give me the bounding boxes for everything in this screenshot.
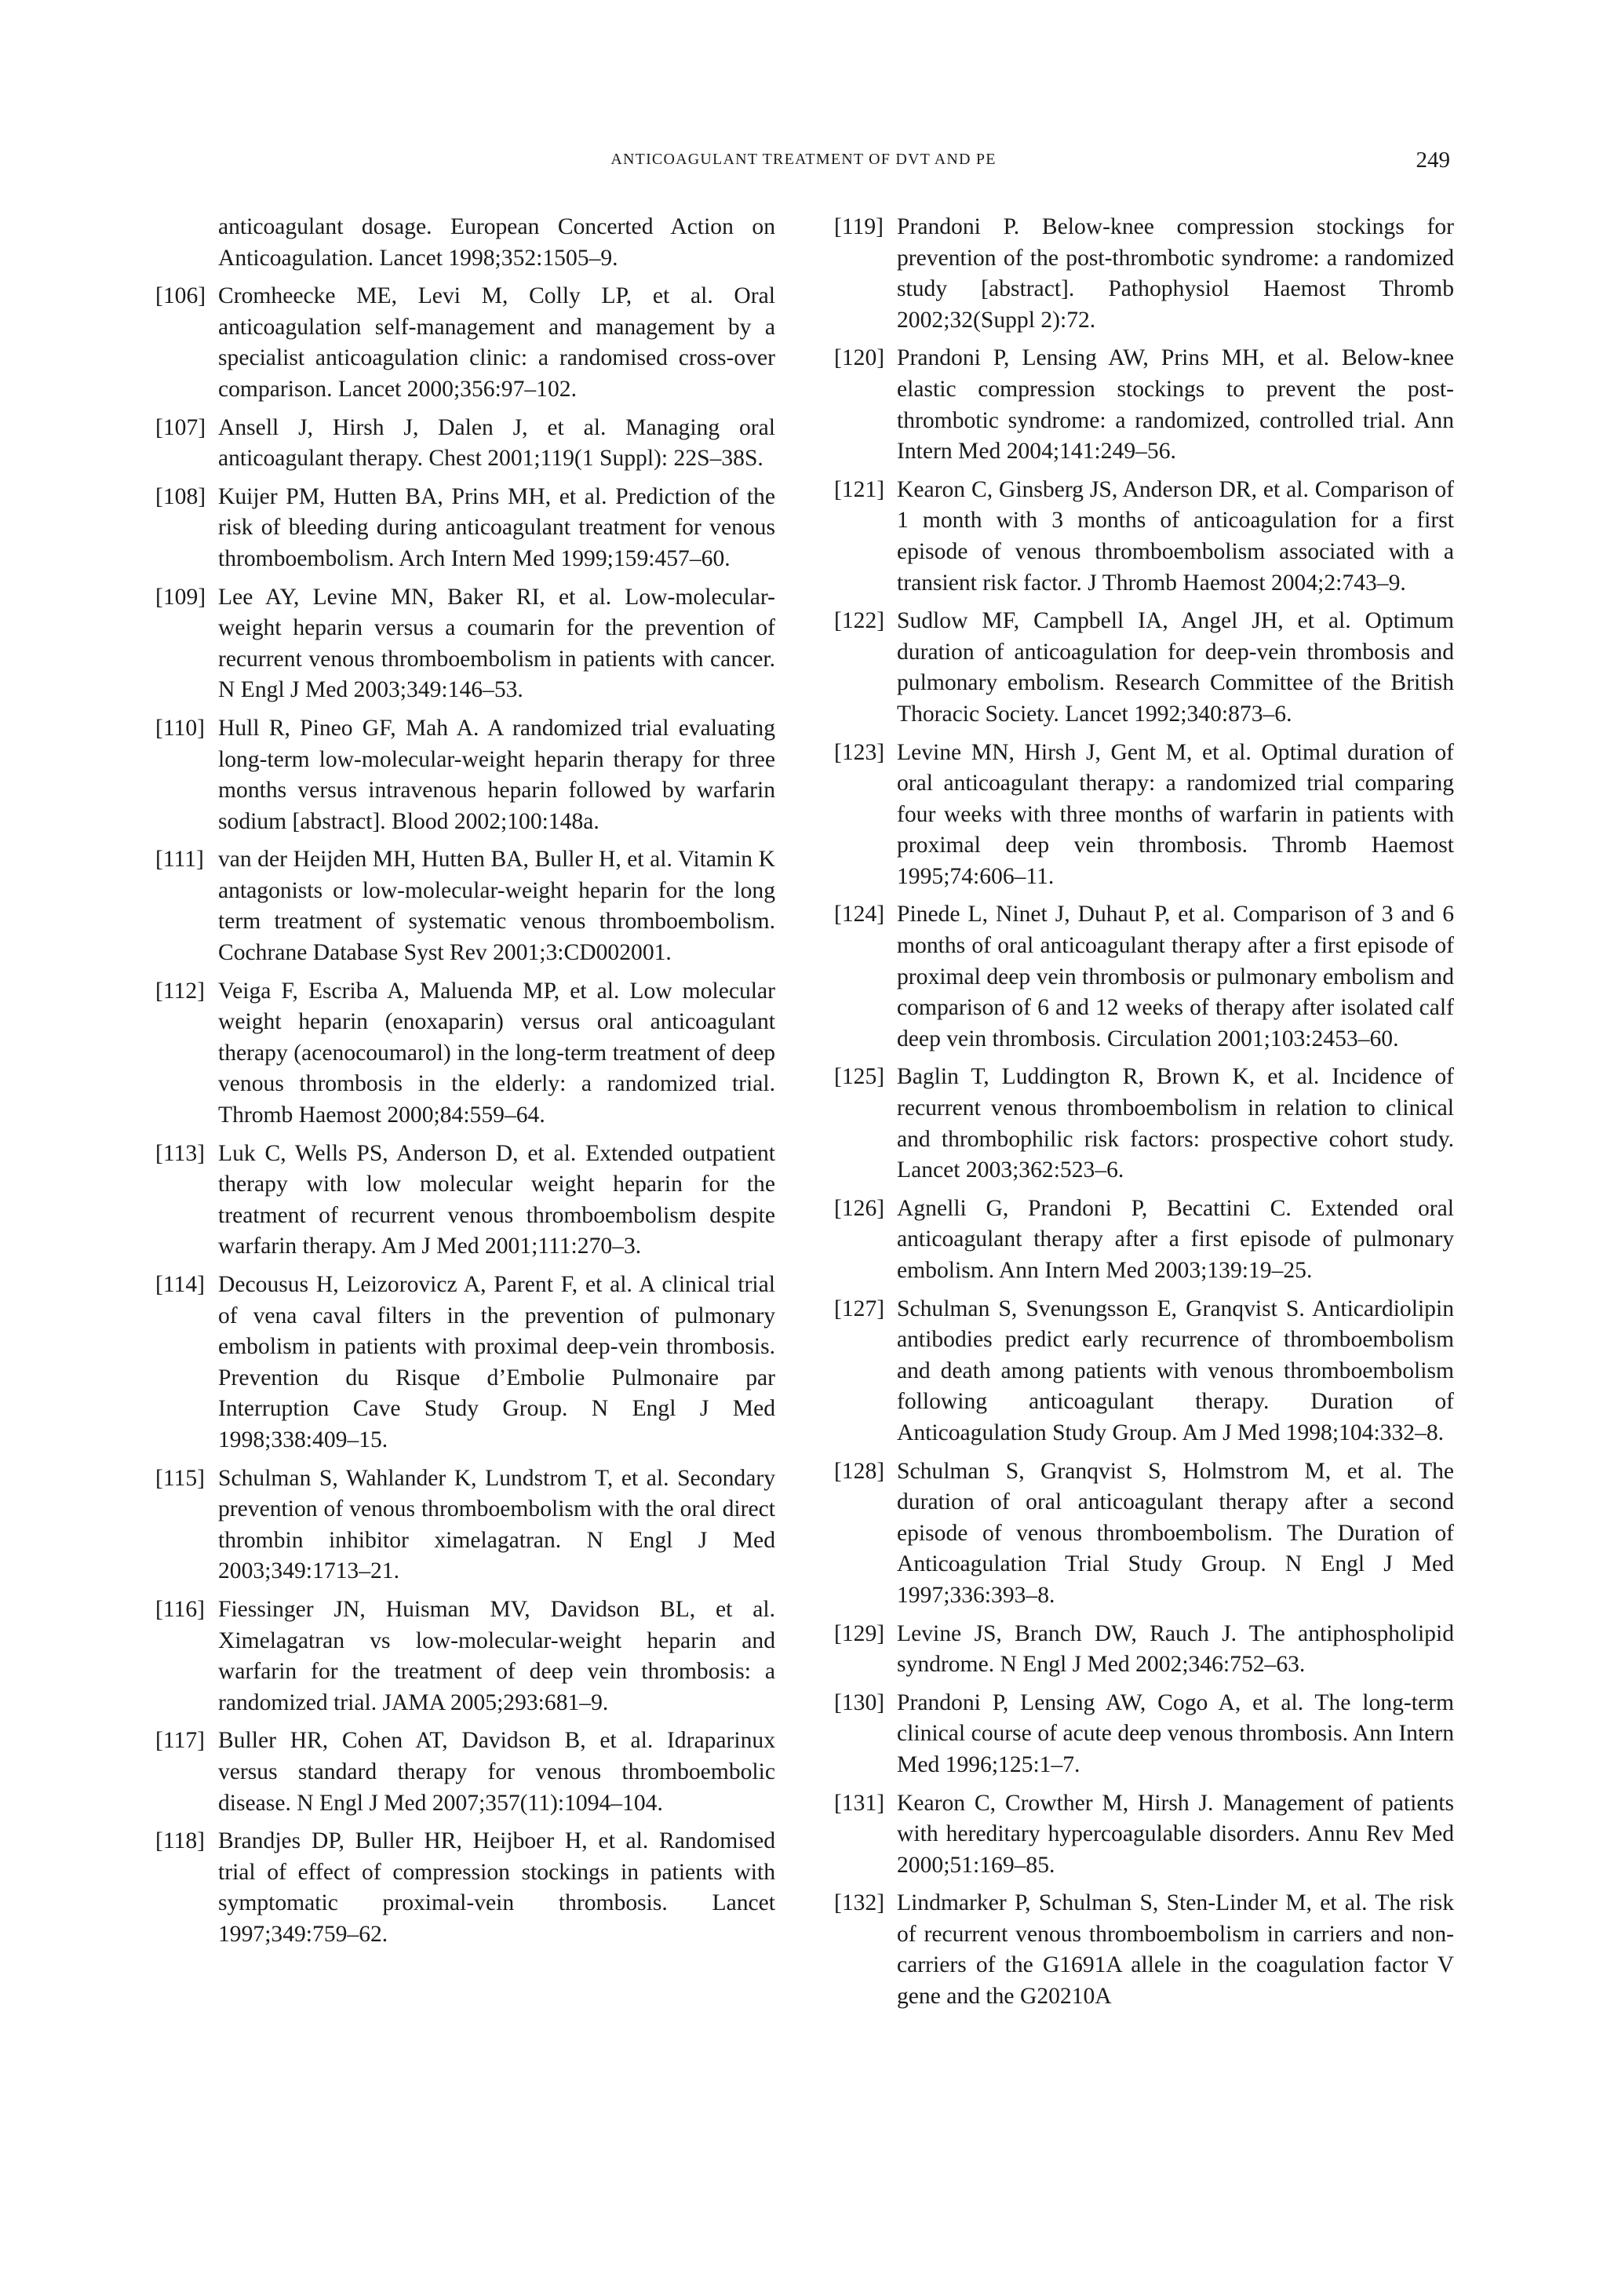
reference-number: [119] [834,214,884,239]
reference-text: Cromheecke ME, Levi M, Colly LP, et al. Oral anticoagulation self-management and management by a specialist anticoagulation clinic: a randomised cross-over comparison. Lancet 2000;356:97–102. [218,283,775,402]
reference-text: Ansell J, Hirsh J, Dalen J, et al. Managing oral anticoagulant therapy. Chest 2001;119(1 Suppl): 22S–38S. [218,414,775,472]
reference-number: [128] [834,1458,885,1484]
reference-text: Brandjes DP, Buller HR, Heijboer H, et al. Randomised trial of effect of compression stockings in patients with symptomatic proximal-vein thrombosis. Lancet 1997;349:759–62. [218,1828,775,1947]
reference-item [155,844,775,968]
reference-item [834,1688,1454,1781]
reference-item [834,1788,1454,1882]
reference-text: Levine JS, Branch DW, Rauch J. The antiphospholipid syndrome. N Engl J Med 2002;346:752–63. [897,1620,1454,1678]
reference-item [155,1726,775,1819]
reference-item [834,343,1454,467]
reference-number: [123] [834,739,885,765]
reference-item [155,482,775,575]
reference-item [155,976,775,1132]
reference-text: Decousus H, Leizorovicz A, Parent F, et al. A clinical trial of vena caval filters in the prevention of pulmonary embolism in patients with proximal deep-vein thrombosis. Prevention du Risque d’Embolie Pulmonaire par Interruption Cave Study Group. N Engl J Med 1998;338:409–15. [218,1272,775,1452]
reference-text: Fiessinger JN, Huisman MV, Davidson BL, et al. Ximelagatran vs low-molecular-weight heparin and warfarin for the treatment of deep vein thrombosis: a randomized trial. JAMA 2005;293:681–9. [218,1596,775,1715]
reference-text: Veiga F, Escriba A, Maluenda MP, et al. Low molecular weight heparin (enoxaparin) versus oral anticoagulant therapy (acenocoumarol) in the long-term treatment of deep venous thrombosis in the elderly: a randomized trial. Thromb Haemost 2000;84:559–64. [218,978,775,1128]
reference-text: Prandoni P. Below-knee compression stockings for prevention of the post-thrombotic syndrome: a randomized study [abstract]. Pathophysiol Haemost Thromb 2002;32(Suppl 2):72. [897,214,1454,333]
reference-number: [117] [155,1728,206,1754]
reference-item [155,1270,775,1456]
running-title: ANTICOAGULANT TREATMENT OF DVT AND PE [610,151,997,168]
reference-text: Buller HR, Cohen AT, Davidson B, et al. Idraparinux versus standard therapy for venous thromboembolic disease. N Engl J Med 2007;357(11):1094–104. [218,1728,775,1816]
reference-number: [131] [834,1790,885,1816]
reference-number: [126] [834,1195,885,1221]
reference-text: Baglin T, Luddington R, Brown K, et al. Incidence of recurrent venous thromboembolism in relation to clinical and thrombophilic risk factors: prospective cohort study. Lancet 2003;362:523–6. [897,1064,1454,1183]
reference-number: [121] [834,476,885,502]
reference-text: Lindmarker P, Schulman S, Sten-Linder M, et al. The risk of recurrent venous thromboembolism in carriers and non-carriers of the G1691A allele in the coagulation factor V gene and the G20210A [897,1890,1454,2010]
reference-item [834,475,1454,599]
reference-number: [109] [155,584,206,610]
reference-item [155,1139,775,1263]
running-head [0,148,1607,179]
reference-text: van der Heijden MH, Hutten BA, Buller H, et al. Vitamin K antagonists or low-molecular-weight heparin for the long term treatment of systematic venous thromboembolism. Cochrane Database Syst Rev 2001;3:CD002001. [218,847,775,966]
reference-column-right [834,212,1454,2020]
reference-item [834,1888,1454,2012]
reference-item [834,1194,1454,1287]
reference-item [155,212,775,274]
reference-item [155,1826,775,1950]
reference-text: Luk C, Wells PS, Anderson D, et al. Extended outpatient therapy with low molecular weight heparin for the treatment of recurrent venous thromboembolism despite warfarin therapy. Am J Med 2001;111:270–3. [218,1140,775,1259]
reference-text: Pinede L, Ninet J, Duhaut P, et al. Comparison of 3 and 6 months of oral anticoagulant therapy after a first episode of proximal deep vein thrombosis or pulmonary embolism and comparison of 6 and 12 weeks of therapy after isolated calf deep vein thrombosis. Circulation 2001;103:2453–60. [897,902,1454,1051]
reference-text: Prandoni P, Lensing AW, Cogo A, et al. The long-term clinical course of acute deep venous thrombosis. Ann Intern Med 1996;125:1–7. [897,1689,1454,1777]
reference-item [155,1594,775,1718]
reference-text: Agnelli G, Prandoni P, Becattini C. Extended oral anticoagulant therapy after a first episode of pulmonary embolism. Ann Intern Med 2003;139:19–25. [897,1195,1454,1283]
reference-number: [110] [155,715,206,741]
reference-text: Prandoni P, Lensing AW, Prins MH, et al. Below-knee elastic compression stockings to prevent the post-thrombotic syndrome: a randomized, controlled trial. Ann Intern Med 2004;141:249–56. [897,345,1454,465]
reference-text: Hull R, Pineo GF, Mah A. A randomized trial evaluating long-term low-molecular-weight heparin therapy for three months versus intravenous heparin followed by warfarin sodium [abstract]. Blood 2002;100:148a. [218,715,775,834]
reference-number: [129] [834,1620,885,1646]
reference-item [834,1294,1454,1449]
reference-item [155,582,775,706]
reference-item [834,899,1454,1055]
reference-text: Kuijer PM, Hutten BA, Prins MH, et al. Prediction of the risk of bleeding during anticoagulant treatment for venous thromboembolism. Arch Intern Med 1999;159:457–60. [218,483,775,571]
reference-number: [111] [155,847,204,873]
reference-number: [118] [155,1828,206,1854]
reference-number: [107] [155,414,206,440]
reference-item [155,713,775,837]
reference-number: [112] [155,978,206,1004]
reference-number: [116] [155,1596,206,1622]
reference-number: [115] [155,1465,206,1491]
reference-text: Schulman S, Svenungsson E, Granqvist S. Anticardiolipin antibodies predict early recurrence of thromboembolism and death among patients with venous thromboembolism following anticoagulant therapy. Duration of Anticoagulation Study Group. Am J Med 1998;104:332–8. [897,1296,1454,1445]
reference-text: Sudlow MF, Campbell IA, Angel JH, et al. Optimum duration of anticoagulation for deep-vein thrombosis and pulmonary embolism. Research Committee of the British Thoracic Society. Lancet 1992;340:873–6. [897,608,1454,727]
page-number: 249 [1416,148,1450,173]
reference-number: [106] [155,283,206,309]
reference-column-left [155,212,775,1957]
reference-number: [127] [834,1296,885,1321]
reference-text: anticoagulant dosage. European Concerted Action on Anticoagulation. Lancet 1998;352:1505–9. [218,214,775,271]
reference-item [834,738,1454,893]
reference-number: [125] [834,1064,885,1090]
reference-item [155,413,775,475]
reference-item [155,1463,775,1587]
reference-item [834,212,1454,336]
reference-text: Levine MN, Hirsh J, Gent M, et al. Optimal duration of oral anticoagulant therapy: a randomized trial comparing four weeks with three months of warfarin in patients with proximal deep vein thrombosis. Thromb Haemost 1995;74:606–11. [897,739,1454,889]
reference-number: [113] [155,1140,206,1166]
reference-item [834,1619,1454,1681]
reference-item [155,281,775,405]
reference-number: [132] [834,1890,885,1916]
reference-item [834,606,1454,730]
reference-text: Schulman S, Granqvist S, Holmstrom M, et al. The duration of oral anticoagulant therapy after a second episode of venous thromboembolism. The Duration of Anticoagulation Trial Study Group. N Engl J Med 1997;336:393–8. [897,1458,1454,1608]
reference-item [834,1062,1454,1186]
reference-number: [122] [834,608,885,634]
reference-number: [120] [834,345,885,371]
reference-item [834,1456,1454,1612]
reference-number: [114] [155,1272,206,1297]
reference-text: Schulman S, Wahlander K, Lundstrom T, et al. Secondary prevention of venous thromboembolism with the oral direct thrombin inhibitor ximelagatran. N Engl J Med 2003;349:1713–21. [218,1465,775,1584]
reference-number: [124] [834,902,885,928]
reference-text: Lee AY, Levine MN, Baker RI, et al. Low-molecular-weight heparin versus a coumarin for the prevention of recurrent venous thromboembolism in patients with cancer. N Engl J Med 2003;349:146–53. [218,584,775,703]
reference-number: [130] [834,1689,885,1715]
reference-number: [108] [155,483,206,509]
reference-text: Kearon C, Crowther M, Hirsh J. Management of patients with hereditary hypercoagulable disorders. Annu Rev Med 2000;51:169–85. [897,1790,1454,1878]
reference-text: Kearon C, Ginsberg JS, Anderson DR, et al. Comparison of 1 month with 3 months of anticoagulation for a first episode of venous thromboembolism associated with a transient risk factor. J Thromb Haemost 2004;2:743–9. [897,476,1454,596]
